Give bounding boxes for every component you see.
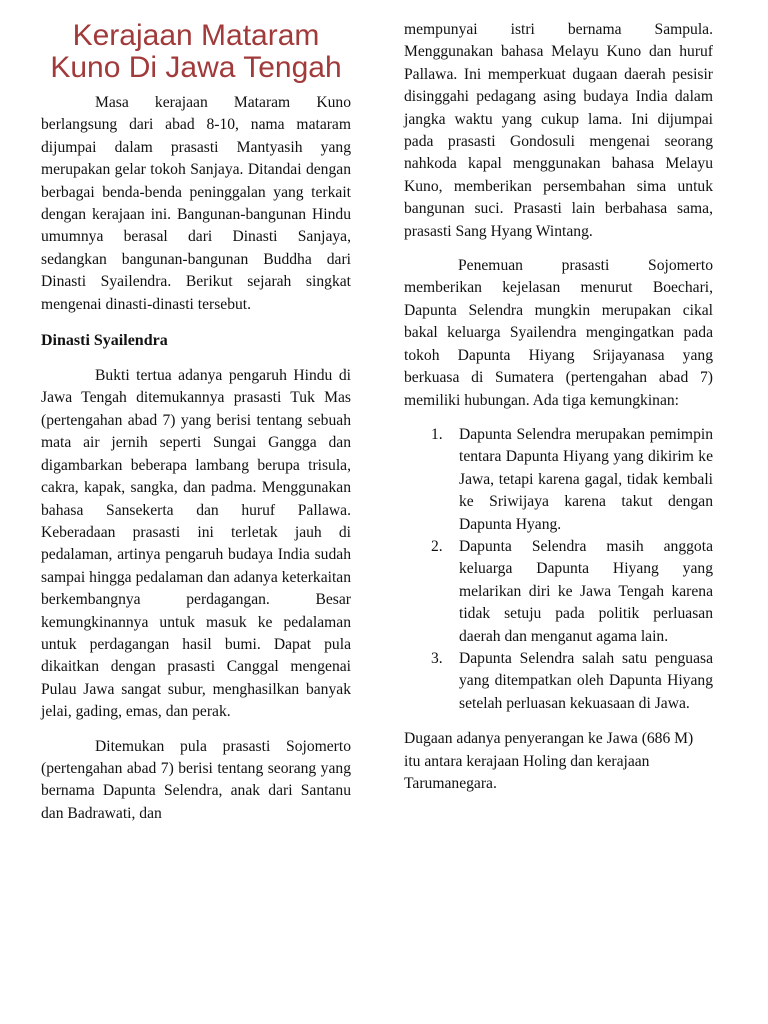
paragraph-sojomerto: Ditemukan pula prasasti Sojomerto (pertengahan abad 7) berisi tentang seorang yang bernama Dapunta Selendra, anak dari Santanu dan Badrawati, dan — [41, 737, 351, 822]
paragraph-boechari: Penemuan prasasti Sojomerto memberikan kejelasan menurut Boechari, Dapunta Selendra mungkin merupakan cikal bakal keluarga Syailendra mengingatkan pada tokoh Dapunta Hiyang Srijayanasa yang berkuasa di Sumatera (pertengahan abad 7) memiliki hubungan. Ada tiga kemungkinan: — [404, 257, 713, 409]
list-text: Dapunta Selendra masih anggota keluarga Dapunta Hiyang yang melarikan diri ke Jawa Tengah karena tidak setuju pada politik perluasan daerah dan menganut agama lain. — [459, 537, 713, 645]
paragraph-tuk-mas: Bukti tertua adanya pengaruh Hindu di Jawa Tengah ditemukannya prasasti Tuk Mas (pertengahan abad 7) yang berisi tentang sebuah mata air jernih seperti Sungai Gangga dan digambarkan beberapa lambang berupa trisula, cakra, kapak, sangka, dan padma. Menggunakan bahasa Sansekerta dan huruf Pallawa. Keberadaan prasasti ini terletak jauh di pedalaman, artinya pengaruh budaya India sudah sampai hingga pedalaman dan adanya keterkaitan berkembangnya perdagangan. Besar kemungkinannya untuk masuk ke pedalaman untuk perdagangan hasil bumi. Dapat pula dikaitkan dengan prasasti Canggal mengenai Pulau Jawa sangat subur, menghasilkan banyak jelai, gading, emas, dan perak. — [41, 367, 351, 721]
list-item — [404, 648, 713, 715]
possibilities-list — [404, 424, 713, 715]
list-text: Dapunta Selendra merupakan pemimpin tentara Dapunta Hiyang yang dikirim ke Jawa, tetapi karena gagal, tidak kembali ke Sriwijaya karena takut dengan Dapunta Hyang. — [459, 425, 713, 533]
closing-paragraph: Dugaan adanya penyerangan ke Jawa (686 M) itu antara kerajaan Holing dan kerajaan Tarumanegara. — [404, 730, 694, 792]
list-text: Dapunta Selendra salah satu penguasa yang ditempatkan oleh Dapunta Hiyang setelah perluasan kekuasaan di Jawa. — [459, 649, 713, 712]
list-item — [404, 536, 713, 648]
intro-paragraph: Masa kerajaan Mataram Kuno berlangsung dari abad 8-10, nama mataram dijumpai dalam prasasti Mantyasih yang merupakan gelar tokoh Sanjaya. Ditandai dengan berbagai benda-benda peninggalan yang terkait dengan kerajaan ini. Bangunan-bangunan Hindu umumnya berasal dari Dinasti Sanjaya, sedangkan bangunan-bangunan Buddha dari Dinasti Syailendra. Berikut sejarah singkat mengenai dinasti-dinasti tersebut. — [41, 94, 351, 313]
section-heading: Dinasti Syailendra — [41, 332, 168, 350]
right-column — [404, 0, 713, 795]
left-column — [41, 0, 351, 825]
page-title: Kerajaan Mataram Kuno Di Jawa Tengah — [50, 19, 342, 84]
list-item — [404, 424, 713, 536]
list-number: 2. — [431, 537, 443, 555]
list-number: 1. — [431, 425, 443, 443]
continued-paragraph: mempunyai istri bernama Sampula. Menggunakan bahasa Melayu Kuno dan huruf Pallawa. Ini memperkuat dugaan daerah pesisir disinggahi pedagang asing budaya India dalam jangka waktu yang cukup lama. Ini dijumpai pada prasasti Gondosuli mengenai seorang nahkoda kapal menggunakan bahasa Melayu Kuno, memberikan persembahan sima untuk bangunan suci. Prasasti lain berbahasa sama, prasasti Sang Hyang Wintang. — [404, 21, 713, 240]
list-number: 3. — [431, 649, 443, 667]
